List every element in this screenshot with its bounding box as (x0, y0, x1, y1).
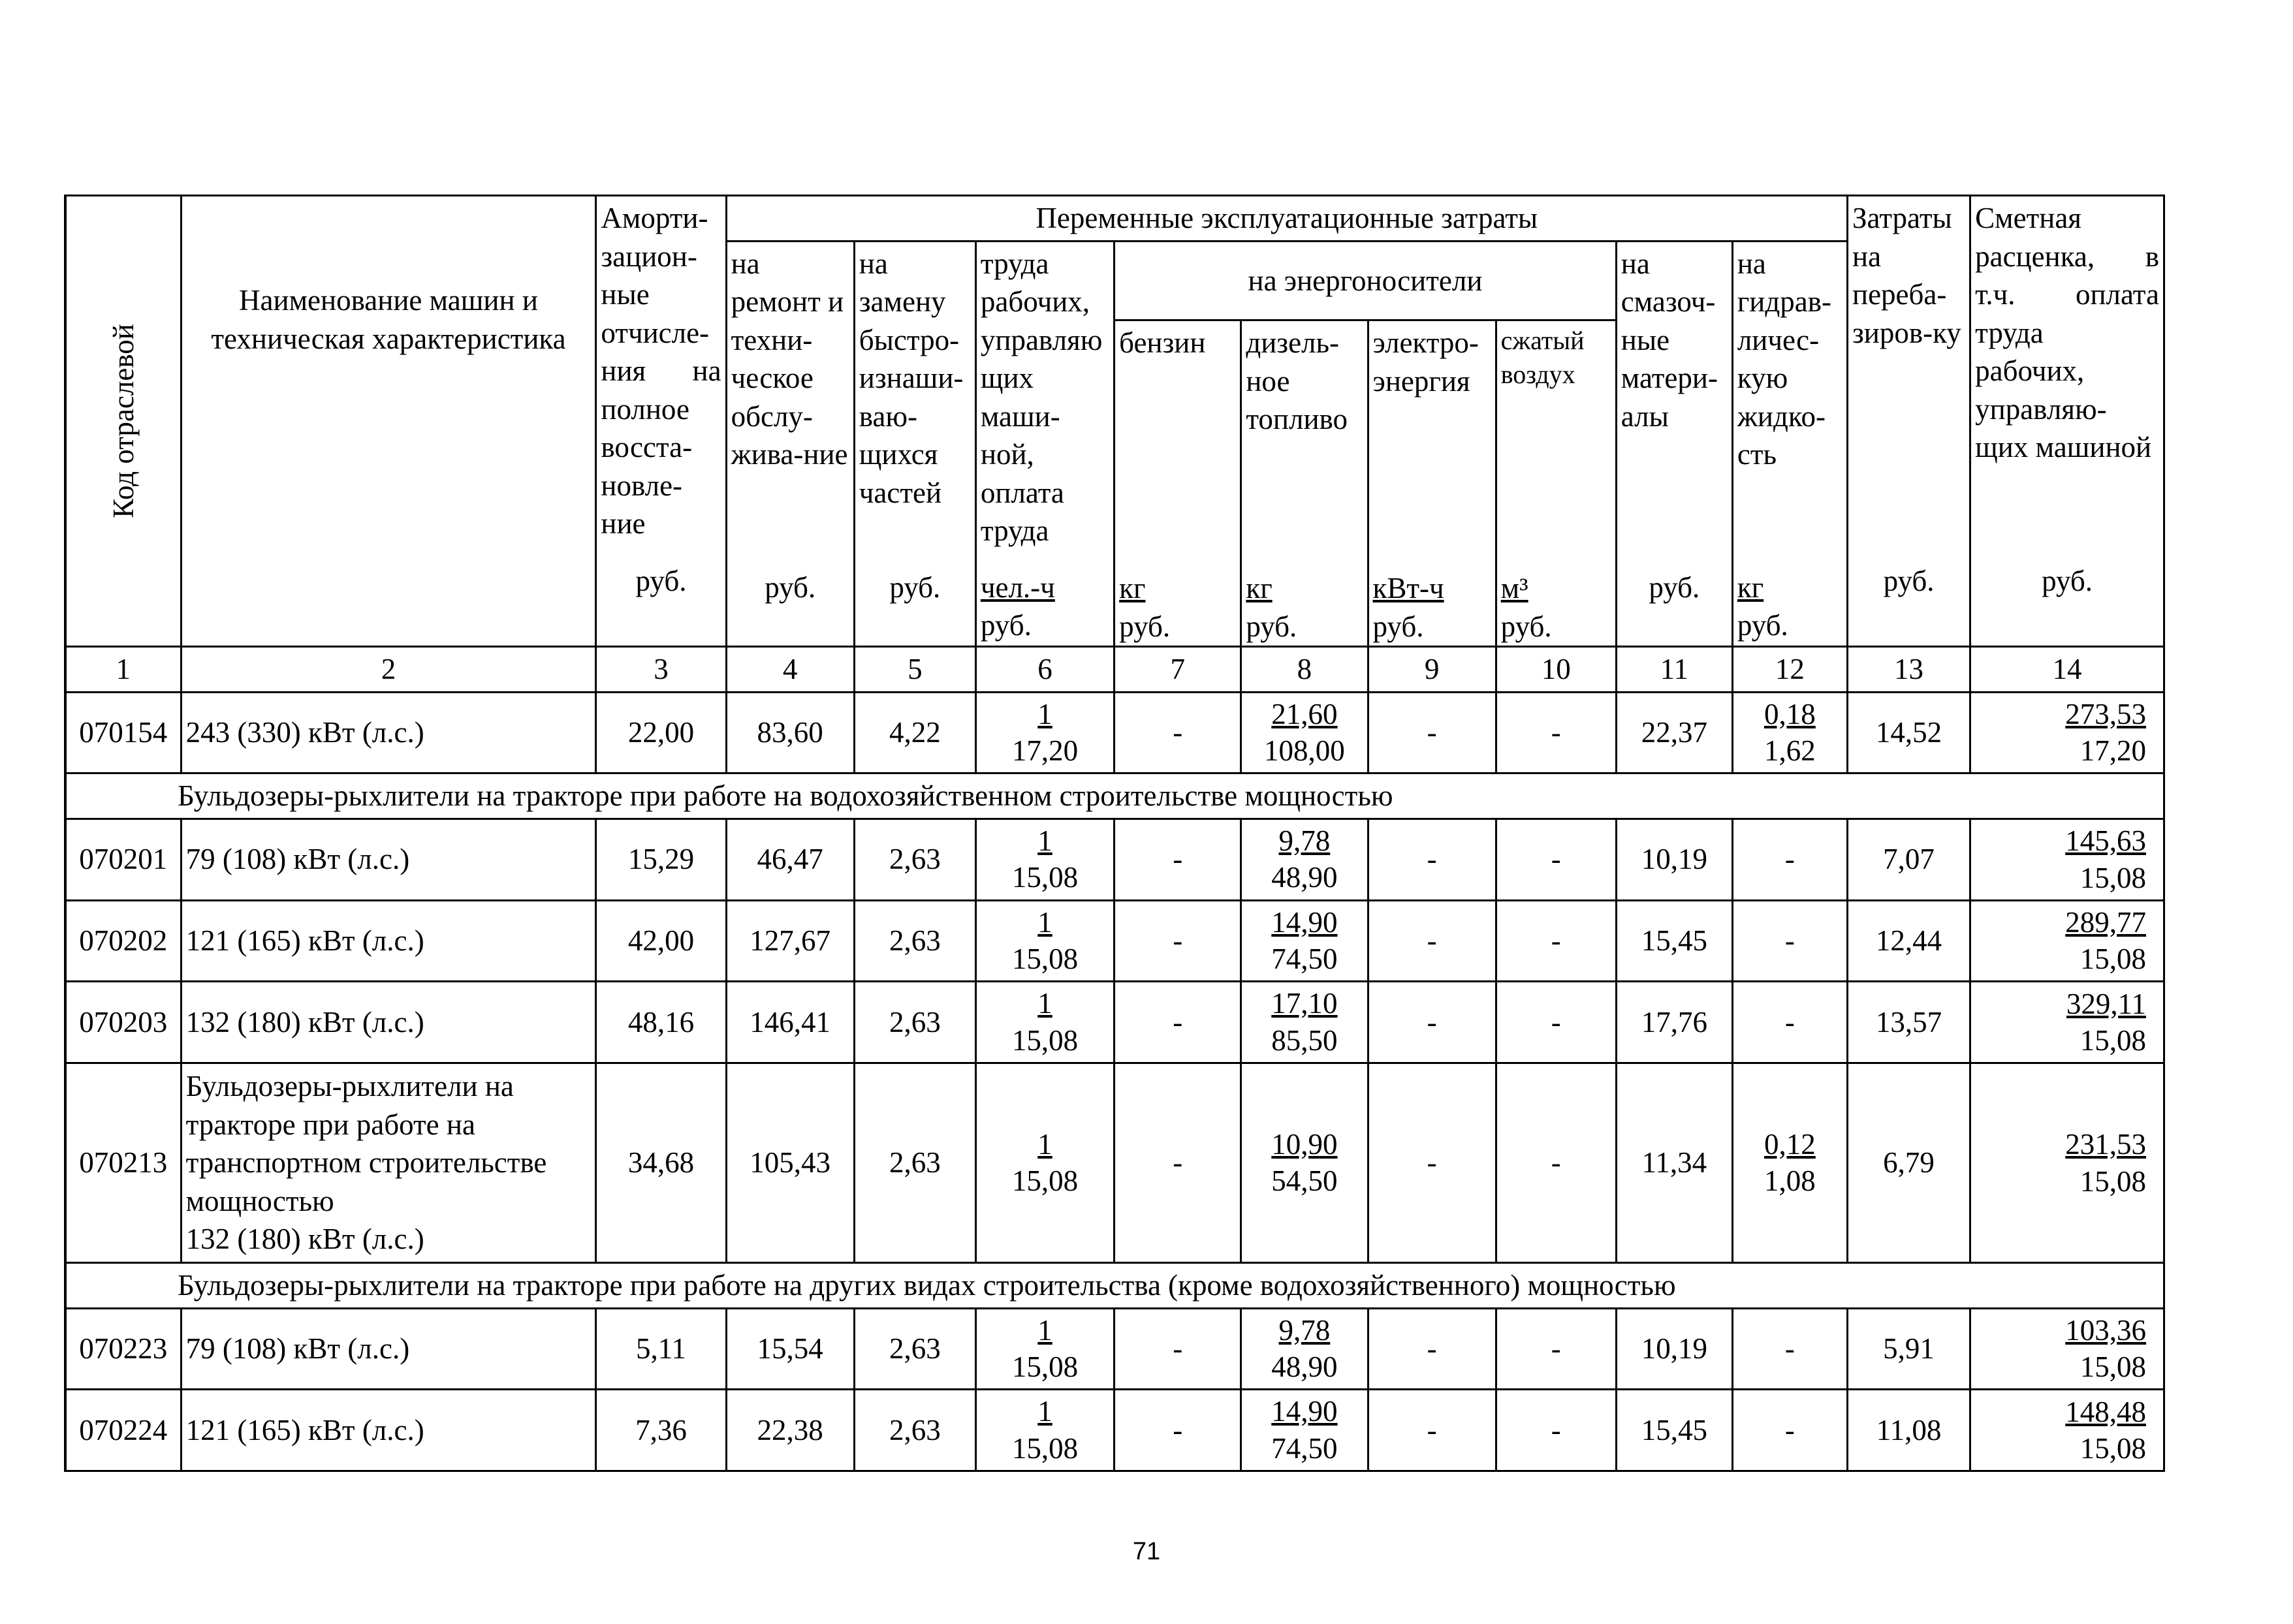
row-repair: 46,47 (726, 819, 854, 900)
header-lube-unit: руб. (1649, 570, 1700, 604)
row-name-line: 132 (180) кВт (л.с.) (185, 1223, 424, 1256)
row-name: 79 (108) кВт (л.с.) (181, 819, 596, 900)
col-number: 9 (1368, 647, 1496, 693)
row-name: 243 (330) кВт (л.с.) (181, 692, 596, 773)
header-repair-cell (726, 241, 854, 647)
row-air: - (1496, 1390, 1616, 1471)
row-total: 148,48 15,08 (1970, 1390, 2164, 1471)
row-relocation: 14,52 (1847, 692, 1970, 773)
header-repair-unit: руб. (765, 570, 816, 604)
header-hydraulic-label: на гидрав-личес-кую жидко-сть (1737, 247, 1831, 471)
header-air-cell (1496, 320, 1616, 647)
row-amort: 42,00 (596, 900, 726, 982)
row-code: 070154 (65, 692, 181, 773)
row-name-line: Бульдозеры-рыхлители на (185, 1070, 514, 1103)
row-labor: $\frac{1}{17,20}$ (975, 692, 1114, 773)
row-total: 329,11 15,08 (1970, 982, 2164, 1063)
header-total-cell (1970, 196, 2164, 647)
row-amort: 15,29 (596, 819, 726, 900)
row-total: 289,77 15,08 (1970, 900, 2164, 982)
header-name-cell (181, 196, 596, 647)
header-lube-label: на смазоч-ные матери-алы (1621, 247, 1718, 433)
row-relocation: 13,57 (1847, 982, 1970, 1063)
header-code-label: Код отраслевой (106, 324, 140, 518)
row-name (181, 1063, 596, 1263)
header-name-label: Наименование машин и техническая характеристика (211, 284, 566, 355)
header-amort-label: Аморти-зацион-ные отчисле-ния на полное восста-новле-ние (601, 202, 721, 540)
row-name: 121 (165) кВт (л.с.) (181, 900, 596, 982)
cost-table (64, 195, 2165, 1472)
row-hydraulic: $\frac{0,12}{1,08}$ (1732, 1063, 1847, 1263)
row-petrol: - (1115, 900, 1241, 982)
col-number: 5 (854, 647, 975, 693)
row-parts: 2,63 (854, 819, 975, 900)
row-parts: 2,63 (854, 1390, 975, 1471)
row-total: 145,63 15,08 (1970, 819, 2164, 900)
col-number: 14 (1970, 647, 2164, 693)
col-number: 11 (1616, 647, 1732, 693)
header-air-unit: м³ руб. (1500, 572, 1552, 643)
row-electric: - (1368, 1308, 1496, 1390)
col-number: 1 (65, 647, 181, 693)
row-name: 132 (180) кВт (л.с.) (181, 982, 596, 1063)
row-parts: 2,63 (854, 1063, 975, 1263)
col-number: 7 (1115, 647, 1241, 693)
row-labor: $\frac{1}{15,08}$ (975, 982, 1114, 1063)
row-hydraulic: - (1732, 1390, 1847, 1471)
header-relocation-unit: руб. (1883, 565, 1935, 597)
row-lube: 10,19 (1616, 819, 1732, 900)
row-name-line: тракторе при работе на (185, 1108, 475, 1141)
header-air-label: сжатый воздух (1500, 326, 1585, 389)
col-number: 2 (181, 647, 596, 693)
row-diesel: $\frac{14,90}{74,50}$ (1241, 1390, 1368, 1471)
row-name-line: транспортном строительстве (185, 1146, 547, 1179)
row-amort: 7,36 (596, 1390, 726, 1471)
col-number: 13 (1847, 647, 1970, 693)
header-hydraulic-unit: кг руб. (1737, 570, 1788, 642)
row-relocation: 11,08 (1847, 1390, 1970, 1471)
table-row (65, 692, 2164, 773)
header-labor-unit: чел.-ч руб. (980, 570, 1055, 642)
row-parts: 2,63 (854, 1308, 975, 1390)
row-relocation: 12,44 (1847, 900, 1970, 982)
row-air: - (1496, 900, 1616, 982)
row-labor: $\frac{1}{15,08}$ (975, 1390, 1114, 1471)
row-relocation: 5,91 (1847, 1308, 1970, 1390)
table-row (65, 1390, 2164, 1471)
header-repair-label: на ремонт и техни-ческое обслу-жива-ние (731, 247, 848, 471)
table-row (65, 819, 2164, 900)
row-lube: 10,19 (1616, 1308, 1732, 1390)
row-lube: 15,45 (1616, 900, 1732, 982)
table-row (65, 1063, 2164, 1263)
row-name: 79 (108) кВт (л.с.) (181, 1308, 596, 1390)
row-petrol: - (1115, 1308, 1241, 1390)
row-name-line: мощностью (185, 1184, 334, 1217)
row-air: - (1496, 1308, 1616, 1390)
row-labor: $\frac{1}{15,08}$ (975, 1063, 1114, 1263)
row-amort: 22,00 (596, 692, 726, 773)
header-hydraulic-cell (1732, 241, 1847, 647)
col-number: 4 (726, 647, 854, 693)
row-hydraulic: - (1732, 819, 1847, 900)
row-diesel: $\frac{9,78}{48,90}$ (1241, 1308, 1368, 1390)
row-repair: 22,38 (726, 1390, 854, 1471)
col-number: 12 (1732, 647, 1847, 693)
row-repair: 146,41 (726, 982, 854, 1063)
row-diesel: $\frac{9,78}{48,90}$ (1241, 819, 1368, 900)
row-code: 070213 (65, 1063, 181, 1263)
row-lube: 17,76 (1616, 982, 1732, 1063)
row-code: 070202 (65, 900, 181, 982)
header-diesel-unit: кг руб. (1246, 572, 1297, 643)
header-lube-cell (1616, 241, 1732, 647)
row-diesel: $\frac{17,10}{85,50}$ (1241, 982, 1368, 1063)
row-parts: 4,22 (854, 692, 975, 773)
row-air: - (1496, 692, 1616, 773)
header-parts-label: на замену быстро-изнаши-ваю-щихся частей (859, 247, 964, 509)
row-petrol: - (1115, 819, 1241, 900)
header-total-label: Сметная расценка, в т.ч. оплата труда рабочих, управляю-щих машиной (1975, 202, 2159, 463)
row-relocation: 7,07 (1847, 819, 1970, 900)
row-amort: 34,68 (596, 1063, 726, 1263)
header-labor-label: труда рабочих, управляю щих маши-ной, оплата труда (980, 247, 1103, 547)
section-heading: Бульдозеры-рыхлители на тракторе при работе на других видах строительства (кроме водохозяйственного) мощностью (65, 1263, 2164, 1309)
table-row (65, 982, 2164, 1063)
row-electric: - (1368, 1063, 1496, 1263)
header-petrol-unit: кг руб. (1119, 572, 1171, 643)
row-diesel: $\frac{10,90}{54,50}$ (1241, 1063, 1368, 1263)
column-numbers-row (65, 647, 2164, 693)
row-hydraulic: $\frac{0,18}{1,62}$ (1732, 692, 1847, 773)
header-variable-costs: Переменные эксплуатационные затраты (726, 196, 1847, 242)
row-petrol: - (1115, 692, 1241, 773)
row-hydraulic: - (1732, 982, 1847, 1063)
page-number: 71 (1132, 1538, 1161, 1565)
header-labor-cell (975, 241, 1114, 647)
header-parts-cell (854, 241, 975, 647)
row-lube: 15,45 (1616, 1390, 1732, 1471)
table-row (65, 1308, 2164, 1390)
row-repair: 105,43 (726, 1063, 854, 1263)
row-repair: 15,54 (726, 1308, 854, 1390)
row-labor: $\frac{1}{15,08}$ (975, 900, 1114, 982)
row-repair: 83,60 (726, 692, 854, 773)
row-diesel: $\frac{21,60}{108,00}$ (1241, 692, 1368, 773)
col-number: 8 (1241, 647, 1368, 693)
row-hydraulic: - (1732, 900, 1847, 982)
row-labor: $\frac{1}{15,08}$ (975, 819, 1114, 900)
section-heading: Бульдозеры-рыхлители на тракторе при работе на водохозяйственном строительстве мощностью (65, 773, 2164, 819)
row-parts: 2,63 (854, 900, 975, 982)
header-petrol-cell (1115, 320, 1241, 647)
row-diesel: $\frac{14,90}{74,50}$ (1241, 900, 1368, 982)
row-amort: 48,16 (596, 982, 726, 1063)
header-diesel-label: дизель-ное топливо (1246, 326, 1348, 435)
row-total: 273,53 17,20 (1970, 692, 2164, 773)
header-relocation-label: Затраты на переба-зиров-ку (1852, 202, 1961, 349)
header-petrol-label: бензин (1119, 326, 1206, 359)
row-name: 121 (165) кВт (л.с.) (181, 1390, 596, 1471)
header-electric-cell (1368, 320, 1496, 647)
col-number: 10 (1496, 647, 1616, 693)
row-electric: - (1368, 900, 1496, 982)
row-parts: 2,63 (854, 982, 975, 1063)
row-electric: - (1368, 1390, 1496, 1471)
header-diesel-cell (1241, 320, 1368, 647)
header-relocation-cell (1847, 196, 1970, 647)
header-energy: на энергоносители (1115, 241, 1617, 320)
row-repair: 127,67 (726, 900, 854, 982)
row-hydraulic: - (1732, 1308, 1847, 1390)
header-total-unit: руб. (2042, 565, 2093, 597)
row-air: - (1496, 982, 1616, 1063)
row-petrol: - (1115, 982, 1241, 1063)
col-number: 6 (975, 647, 1114, 693)
row-air: - (1496, 819, 1616, 900)
header-electric-unit: кВт-ч руб. (1372, 572, 1444, 643)
row-code: 070223 (65, 1308, 181, 1390)
header-amort-cell (596, 196, 726, 647)
row-petrol: - (1115, 1390, 1241, 1471)
header-parts-unit: руб. (889, 570, 941, 604)
row-code: 070224 (65, 1390, 181, 1471)
header-electric-label: электро-энергия (1372, 326, 1479, 398)
row-electric: - (1368, 819, 1496, 900)
row-lube: 11,34 (1616, 1063, 1732, 1263)
row-code: 070203 (65, 982, 181, 1063)
row-amort: 5,11 (596, 1308, 726, 1390)
row-lube: 22,37 (1616, 692, 1732, 773)
header-code-cell (65, 196, 181, 647)
row-code: 070201 (65, 819, 181, 900)
row-total: 231,53 15,08 (1970, 1063, 2164, 1263)
row-air: - (1496, 1063, 1616, 1263)
row-electric: - (1368, 982, 1496, 1063)
header-amort-unit: руб. (635, 565, 687, 597)
row-electric: - (1368, 692, 1496, 773)
row-relocation: 6,79 (1847, 1063, 1970, 1263)
row-total: 103,36 15,08 (1970, 1308, 2164, 1390)
col-number: 3 (596, 647, 726, 693)
row-petrol: - (1115, 1063, 1241, 1263)
row-labor: $\frac{1}{15,08}$ (975, 1308, 1114, 1390)
table-row (65, 900, 2164, 982)
